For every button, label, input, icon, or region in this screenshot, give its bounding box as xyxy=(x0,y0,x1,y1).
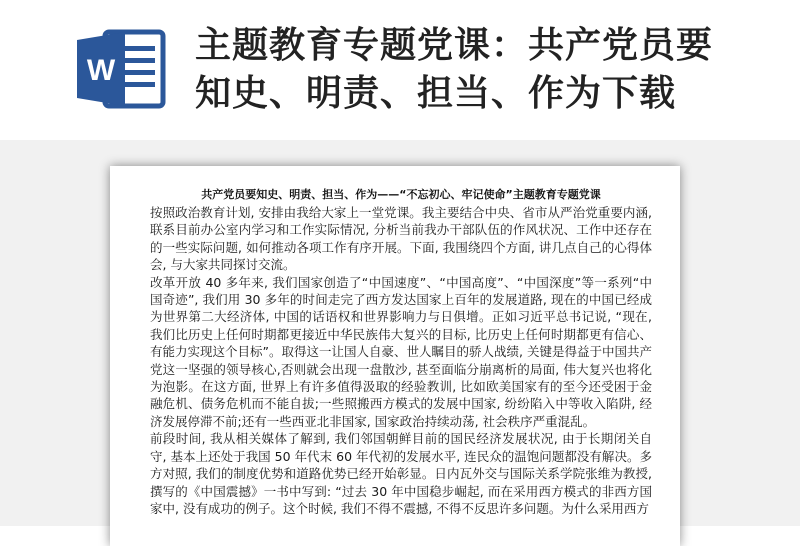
header xyxy=(0,0,800,140)
title-line-2: 知史、明责、担当、作为下载 xyxy=(195,73,677,114)
document-heading: 共产党员要知史、明责、担当、作为——“不忘初心、牢记使命”主题教育专题党课 xyxy=(201,188,601,201)
word-icon-letter: W xyxy=(86,54,116,87)
document-paragraph: 改革开放 40 多年来, 我们国家创造了“中国速度”、“中国高度”、“中国深度”等一系列“中国奇迹”, 我们用 30 多年的时间走完了西方发达国家上百年的发展道路, 现在的中国已经成为世界第二大经济体, 中国的话语权和世界影响力与日俱增。正如习近平总书记说, “现在, 我们比历史上任何时期都更接近中华民族伟大复兴的目标, 比历史上任何时期都更有信心、有能力实现这个目标”。取得这一让国人自豪、世人瞩目的骄人战绩, 关键是得益于中国共产党这一坚强的领导核心,否则就会出现一盘散沙, 甚至面临分崩离析的局面, 伟大复兴也将化为泡影。在这方面, 世界上有许多值得汲取的经验教训, 比如欧美国家有的至今还受困于金融危机、债务危机而不能自拔;一些照搬西方模式的发展中国家, 纷纷陷入中等收入陷阱, 经济发展停滞不前;还有一些西亚北非国家, 国家政治持续动荡, 社会秩序严重混乱。 xyxy=(150,274,652,429)
document-page xyxy=(110,166,680,546)
document-paragraph: 前段时间, 我从相关媒体了解到, 我们邻国朝鲜目前的国民经济发展状况, 由于长期闭关自守, 基本上还处于我国 50 年代末 60 年代初的发展水平, 连民众的温饱问题都没有解决。多方对照, 我们的制度优势和道路优势已经开始彰显。日内瓦外交与国际关系学院张维为教授, 撰写的《中国震撼》一书中写到: “过去 30 年中国稳步崛起, 而在采用西方模式的非西方国家中, 没有成功的例子。这个时候, 我们不得不震撼, 不得不反思许多问题。为什么采用西方 xyxy=(150,431,652,516)
word-icon xyxy=(75,28,167,110)
page-title xyxy=(195,22,775,118)
document-paragraph: 按照政治教育计划, 安排由我给大家上一堂党课。我主要结合中央、省市从严治党重要内涵, 联系目前办公室内学习和工作实际情况, 分析当前我办干部队伍的作风状况、工作中还存在的一些实际问题, 如何推动各项工作有序开展。下面, 我围绕四个方面, 讲几点自己的心得体会, 与大家共同探讨交流。 xyxy=(150,205,652,273)
title-line-1: 主题教育专题党课：共产党员要 xyxy=(195,25,714,66)
